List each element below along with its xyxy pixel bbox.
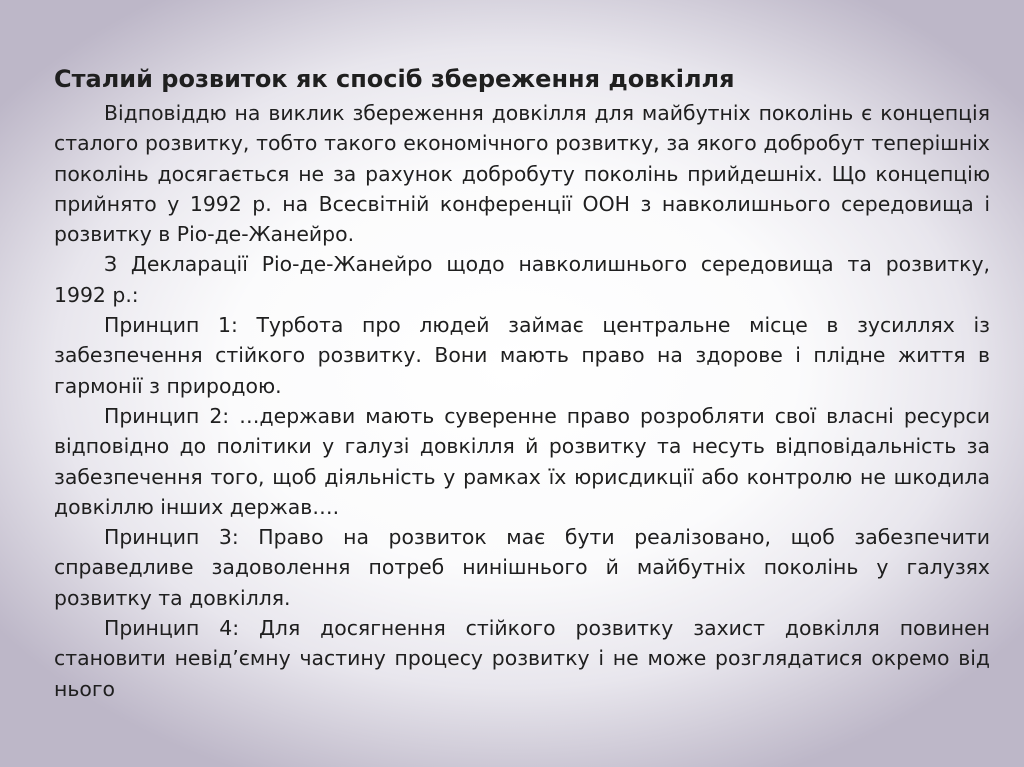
principle-4-paragraph: Принцип 4: Для досягнення стійкого розвитку захист довкілля повинен становити невід’ємну частину процесу розвитку і не може розглядатися окремо від нього — [54, 616, 990, 701]
slide-content — [54, 60, 990, 704]
intro-paragraph: Відповіддю на виклик збереження довкілля для майбутніх поколінь є концепція сталого розвитку, тобто такого економічного розвитку, за якого добробут теперішніх поколінь досягається не за рахунок добробуту поколінь прийдешніх. Що концепцію прийнято у 1992 р. на Всесвітній конференції ООН з навколишнього середовища і розвитку в Ріо-де-Жанейро. — [54, 101, 990, 247]
principle-2-paragraph: Принцип 2: …держави мають суверенне право розробляти свої власні ресурси відповідно до політики у галузі довкілля й розвитку та несуть відповідальність за забезпечення того, щоб діяльність у рамках їх юрисдикції або контролю не шкодила довкіллю інших держав…. — [54, 403, 990, 519]
principle-3-paragraph: Принцип 3: Право на розвиток має бути реалізовано, щоб забезпечити справедливе задоволення потреб нинішнього й майбутніх поколінь у галузях розвитку та довкілля. — [54, 525, 990, 610]
declaration-heading-paragraph: З Декларації Ріо-де-Жанейро щодо навколишнього середовища та розвитку, 1992 р.: — [54, 252, 990, 307]
principle-1-paragraph: Принцип 1: Турбота про людей займає центральне місце в зусиллях із забезпечення стійкого розвитку. Вони мають право на здорове і плідне життя в гармонії з природою. — [54, 313, 990, 398]
slide-title: Сталий розвиток як спосіб збереження довкілля — [54, 65, 735, 93]
